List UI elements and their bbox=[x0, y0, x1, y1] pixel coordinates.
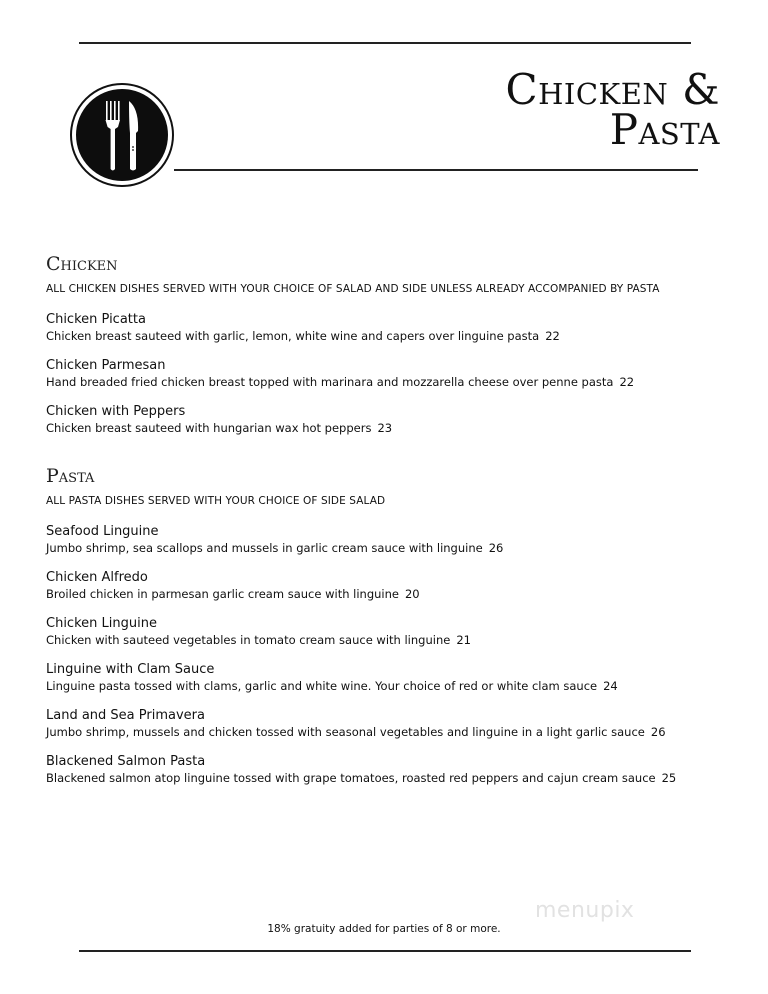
menu-item-description: Jumbo shrimp, mussels and chicken tossed with seasonal vegetables and linguine in a light garlic sauce 26 bbox=[46, 725, 666, 739]
bottom-divider bbox=[79, 950, 691, 952]
menu-item-description: Linguine pasta tossed with clams, garlic and white wine. Your choice of red or white clam sauce 24 bbox=[46, 679, 618, 693]
menu-item-name: Land and Sea Primavera bbox=[46, 708, 205, 723]
pasta-heading: Pasta bbox=[46, 465, 95, 487]
pasta-note: ALL PASTA DISHES SERVED WITH YOUR CHOICE OF SIDE SALAD bbox=[46, 495, 386, 507]
menu-item-description: Chicken with sauteed vegetables in tomato cream sauce with linguine 21 bbox=[46, 633, 471, 647]
menu-item-price: 26 bbox=[650, 725, 666, 739]
menu-item-name: Linguine with Clam Sauce bbox=[46, 662, 215, 677]
chicken-heading: Chicken bbox=[46, 253, 118, 275]
menu-item-description: Jumbo shrimp, sea scallops and mussels in garlic cream sauce with linguine 26 bbox=[46, 541, 504, 555]
menu-item-description: Hand breaded fried chicken breast topped with marinara and mozzarella cheese over penne pasta 22 bbox=[46, 375, 635, 389]
menu-item-description: Blackened salmon atop linguine tossed with grape tomatoes, roasted red peppers and cajun cream sauce 25 bbox=[46, 771, 677, 785]
menu-item-description: Chicken breast sauteed with hungarian wax hot peppers 23 bbox=[46, 421, 393, 435]
menu-item-price: 21 bbox=[456, 633, 471, 647]
menu-item-name: Seafood Linguine bbox=[46, 524, 159, 539]
menu-item-price: 22 bbox=[619, 375, 635, 389]
menu-item-price: 20 bbox=[404, 587, 420, 601]
top-divider bbox=[79, 42, 691, 44]
watermark: menupix bbox=[535, 898, 635, 923]
title-line-2: Pasta bbox=[609, 105, 720, 154]
menu-item-name: Blackened Salmon Pasta bbox=[46, 754, 206, 769]
menu-item-price: 24 bbox=[603, 679, 618, 693]
menu-item-price: 26 bbox=[488, 541, 504, 555]
menu-item-name: Chicken Alfredo bbox=[46, 570, 148, 585]
menu-item-description: Chicken breast sauteed with garlic, lemon, white wine and capers over linguine pasta 22 bbox=[46, 329, 560, 343]
menu-item-name: Chicken with Peppers bbox=[46, 404, 186, 419]
gratuity-note: 18% gratuity added for parties of 8 or more. bbox=[267, 923, 501, 935]
logo bbox=[70, 83, 174, 187]
title-divider bbox=[174, 169, 698, 171]
page-title bbox=[505, 65, 720, 154]
menu-item-name: Chicken Picatta bbox=[46, 312, 146, 327]
menu-item-name: Chicken Parmesan bbox=[46, 358, 166, 373]
title-line-1: Chicken & bbox=[505, 65, 720, 114]
menu-item-price: 23 bbox=[377, 421, 393, 435]
menu-item-description: Broiled chicken in parmesan garlic cream sauce with linguine 20 bbox=[46, 587, 420, 601]
menu-item-price: 25 bbox=[661, 771, 677, 785]
fork-and-knife-icon bbox=[76, 89, 168, 181]
menu-item-name: Chicken Linguine bbox=[46, 616, 157, 631]
chicken-note: ALL CHICKEN DISHES SERVED WITH YOUR CHOICE OF SALAD AND SIDE UNLESS ALREADY ACCOMPANIED BY PASTA bbox=[46, 283, 660, 295]
menu-item-price: 22 bbox=[545, 329, 560, 343]
